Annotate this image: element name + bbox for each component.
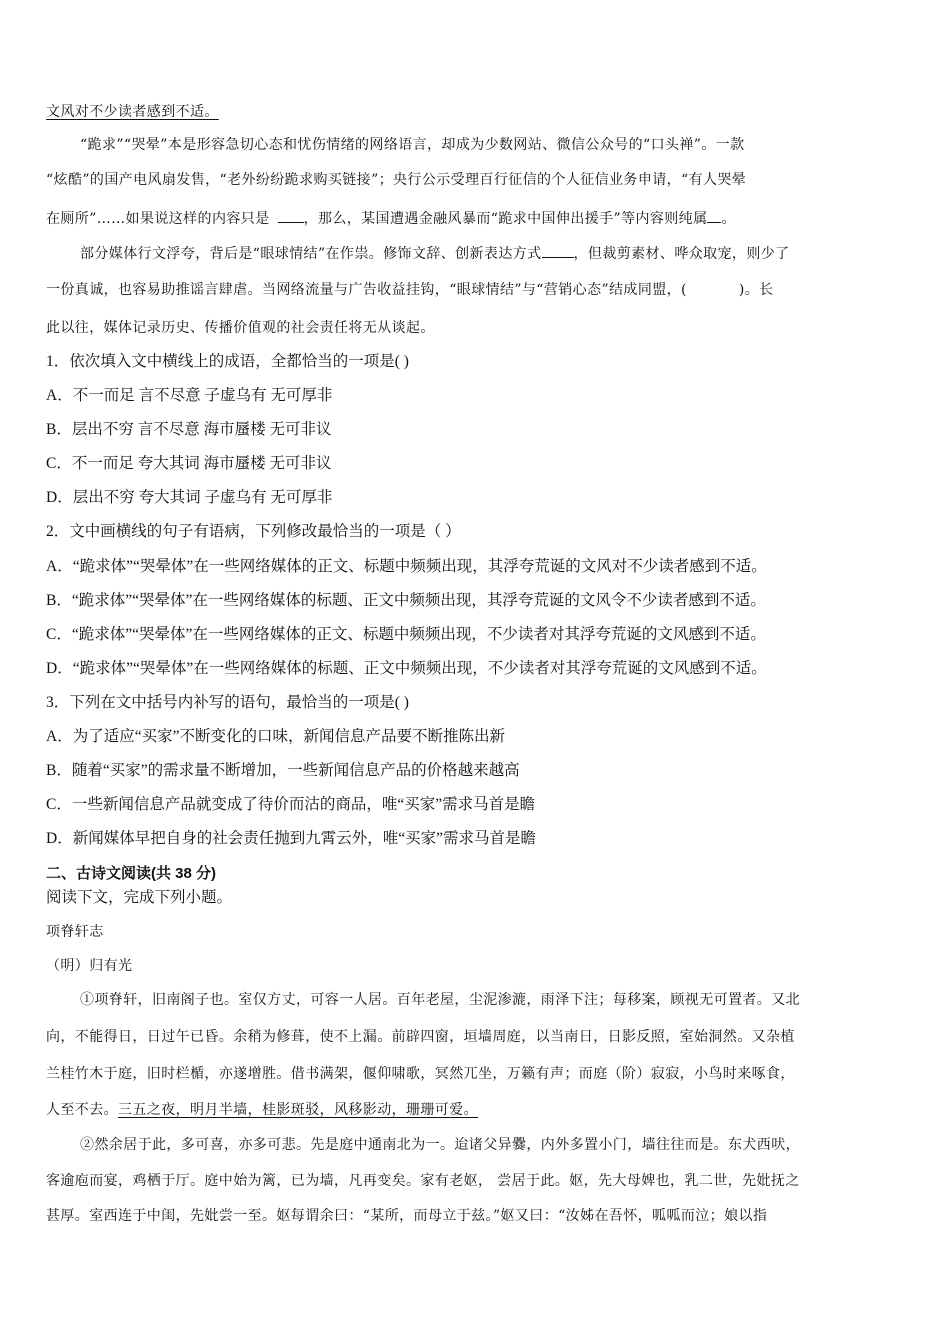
fill-blank-3 [278,208,304,223]
text-fragment: 部分媒体行文浮夸，背后是“眼球情结”在作祟。修饰文辞、创新表达方式 [80,246,542,262]
text-fragment: 在厕所”……如果说这样的内容只是 [46,211,270,227]
text-fragment: ，但裁剪素材、哗众取宠，则少了 [573,246,790,262]
q3-option-c: C．一些新闻信息产品就变成了待价而沽的商品，唯“买家”需求马首是瞻 [46,796,536,813]
q2-option-c: C．“跪求体”“哭晕体”在一些网络媒体的正文、标题中频频出现，不少读者对其浮夸荒诞的文风感到不适。 [46,626,766,643]
classical-para2-line3: 甚厚。室西连于中闺，先妣尝一至。妪每谓余曰：“某所，而母立于兹。”妪又曰：“汝姊在吾怀，呱呱而泣；娘以指 [46,1208,768,1224]
text-fragment: )。长 [738,282,774,298]
question-2: 2．文中画横线的句子有语病，下列修改最恰当的一项是（ ） [46,523,461,540]
underlined-sentence: 三五之夜，明月半墙，桂影斑驳，风移影动，珊珊可爱。 [118,1102,478,1118]
section-instruction: 阅读下文，完成下列小题。 [46,889,233,906]
q1-option-a: A．不一而足 言不尽意 子虚乌有 无可厚非 [46,387,333,404]
section-heading: 二、古诗文阅读(共 38 分) [46,865,217,882]
classical-para2-line1: ②然余居于此，多可喜，亦多可悲。先是庭中通南北为一。迨诸父异爨，内外多置小门，墙往往而是。东犬西吠， [80,1137,800,1153]
fill-blank-2 [542,243,574,258]
classical-para1-line3: 兰桂竹木于庭，旧时栏楯，亦遂增胜。借书满架，偃仰啸歌，冥然兀坐，万籁有声；而庭（阶）寂寂，小鸟时来啄食， [46,1066,795,1082]
text-fragment: 人至不去。 [46,1102,118,1118]
classical-para1-line4 [46,1100,478,1120]
text-fragment: 一份真诚，也容易助推谣言肆虐。当网络流量与广告收益挂钩，“眼球情结”与“营销心态”结成同盟，( [46,282,687,298]
text-fragment: ，那么，某国遭遇金融风暴而“跪求中国伸出援手”等内容则纯属 [303,211,708,227]
passage-underlined-sentence-end: 文风对不少读者感到不适。 [46,104,219,120]
passage-p1-line1: “跪求”“哭晕”本是形容急切心态和忧伤情绪的网络语言，却成为少数网站、微信公众号的“口头禅”。一款 [80,137,745,153]
text-fragment: 。 [721,211,736,227]
question-1: 1．依次填入文中横线上的成语，全都恰当的一项是( ) [46,353,409,370]
question-3: 3．下列在文中括号内补写的语句，最恰当的一项是( ) [46,694,409,711]
text-author: （明）归有光 [46,958,133,974]
q2-option-b: B．“跪求体”“哭晕体”在一些网络媒体的标题、正文中频频出现，其浮夸荒诞的文风令不少读者感到不适。 [46,592,766,609]
passage-p1-line3 [46,208,736,229]
classical-para2-line2: 客逾庖而宴，鸡栖于厅。庭中始为篱，已为墙，凡再变矣。家有老妪， 尝居于此。妪，先大母婢也，乳二世，先妣抚之 [46,1173,800,1189]
q2-option-d: D．“跪求体”“哭晕体”在一些网络媒体的标题、正文中频频出现，不少读者对其浮夸荒诞的文风感到不适。 [46,660,767,677]
q1-option-c: C．不一而足 夸大其词 海市蜃楼 无可非议 [46,455,332,472]
q1-option-d: D．层出不穷 夸大其词 子虚乌有 无可厚非 [46,489,333,506]
q3-option-d: D．新闻媒体早把自身的社会责任抛到九霄云外，唯“买家”需求马首是瞻 [46,830,536,847]
q3-option-a: A．为了适应“买家”不断变化的口味，新闻信息产品要不断推陈出新 [46,728,505,745]
passage-p1-line2: “炫酷”的国产电风扇发售，“老外纷纷跪求购买链接”；央行公示受理百行征信的个人征信业务申请，“有人哭晕 [46,172,747,188]
q2-option-a: A．“跪求体”“哭晕体”在一些网络媒体的正文、标题中频频出现，其浮夸荒诞的文风对不少读者感到不适。 [46,558,767,575]
fill-blank-4 [707,208,721,223]
passage-p2-line2 [46,280,774,300]
classical-para1-line2: 向，不能得日，日过午已昏。余稍为修葺，使不上漏。前辟四窗，垣墙周庭，以当南日，日影反照，室始洞然。又杂植 [46,1029,795,1045]
classical-para1-line1: ①项脊轩，旧南阁子也。室仅方丈，可容一人居。百年老屋，尘泥渗漉，雨泽下注；每移案，顾视无可置者。又北 [80,992,800,1008]
q1-option-b: B．层出不穷 言不尽意 海市蜃楼 无可非议 [46,421,332,438]
q3-option-b: B．随着“买家”的需求量不断增加，一些新闻信息产品的价格越来越高 [46,762,520,779]
passage-p2-line3: 此以往，媒体记录历史、传播价值观的社会责任将无从谈起。 [46,320,435,336]
passage-p2-line1 [80,243,790,264]
text-title: 项脊轩志 [46,924,104,940]
